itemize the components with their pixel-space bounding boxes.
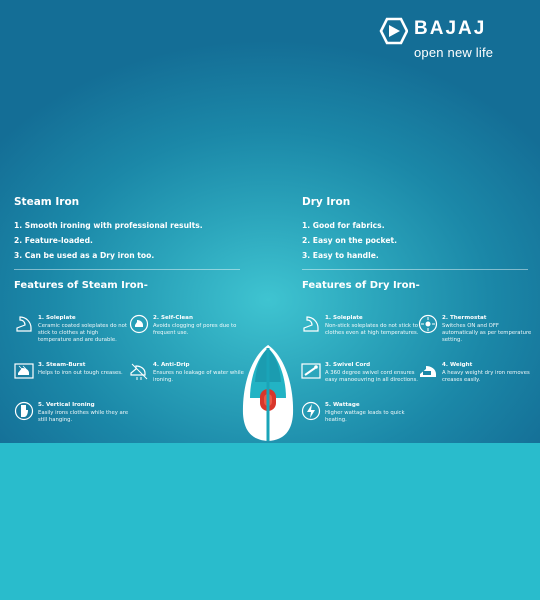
feature-title: 5. Vertical Ironing (38, 402, 95, 408)
soleplate-icon (301, 314, 321, 334)
brand-name: BAJAJ (414, 18, 487, 39)
list-item: 3. Easy to handle. (302, 251, 379, 260)
feature-title: 2. Thermostat (442, 315, 487, 321)
swivel-cord-icon (301, 361, 321, 381)
feature-desc: A heavy weight dry iron removes creases easily. (442, 370, 530, 383)
feature-desc: Easily irons clothes while they are still hanging. (38, 410, 129, 423)
anti-drip-icon (129, 361, 149, 381)
feature-title: 2. Self-Clean (153, 315, 193, 321)
feature-title: 3. Steam-Burst (38, 362, 86, 368)
feature-desc: Helps to iron out tough creases. (38, 370, 123, 376)
feature-desc: Switches ON and OFF automatically as per temperature setting. (442, 323, 532, 343)
feature-desc: Ceramic coated soleplates do not stick to clothes at high temperature and are durable. (38, 323, 127, 343)
list-item: 3. Can be used as a Dry iron too. (14, 251, 155, 260)
steam-burst-icon (14, 361, 34, 381)
bottom-panel (0, 443, 540, 600)
list-item: 2. Easy on the pocket. (302, 236, 397, 245)
dry-features-title: Features of Dry Iron- (302, 280, 420, 291)
feature-desc: Higher wattage leads to quick heating. (325, 410, 405, 423)
brand-tagline: open new life (414, 45, 494, 60)
list-item: 1. Good for fabrics. (302, 221, 385, 230)
divider (302, 269, 528, 270)
steam-iron-points (14, 218, 240, 263)
feature-title: 3. Swivel Cord (325, 362, 371, 368)
list-item: 2. Feature-loaded. (14, 236, 93, 245)
feature-desc: Avoids clogging of pores due to frequent use. (153, 323, 237, 336)
wattage-icon (301, 401, 321, 421)
dry-iron-title: Dry Iron (302, 196, 351, 208)
vertical-ironing-icon (14, 401, 34, 421)
list-item: 1. Smooth ironing with professional results. (14, 221, 203, 230)
dry-iron-points (302, 218, 528, 263)
feature-title: 4. Anti-Drip (153, 362, 190, 368)
self-clean-icon (129, 314, 149, 334)
feature-title: 1. Soleplate (325, 315, 363, 321)
feature-desc: Non-stick soleplates do not stick to clothes even at high temperatures. (325, 323, 419, 336)
brand-logo (378, 14, 518, 62)
steam-iron-title: Steam Iron (14, 196, 80, 208)
divider (14, 269, 240, 270)
feature-desc: Ensures no leakage of water while ironing. (153, 370, 244, 383)
feature-title: 4. Weight (442, 362, 473, 368)
thermostat-icon (418, 314, 438, 334)
feature-title: 5. Wattage (325, 402, 360, 408)
steam-features-title: Features of Steam Iron- (14, 280, 148, 291)
steam-iron-illustration (238, 344, 298, 442)
feature-title: 1. Soleplate (38, 315, 76, 321)
bajaj-hexagon-logo-icon (378, 16, 408, 46)
dry-iron-section (302, 196, 528, 263)
steam-iron-section (14, 196, 240, 263)
soleplate-icon (14, 314, 34, 334)
weight-icon (418, 361, 438, 381)
feature-desc: A 360 degree swivel cord ensures easy manoeuvring in all directions. (325, 370, 418, 383)
